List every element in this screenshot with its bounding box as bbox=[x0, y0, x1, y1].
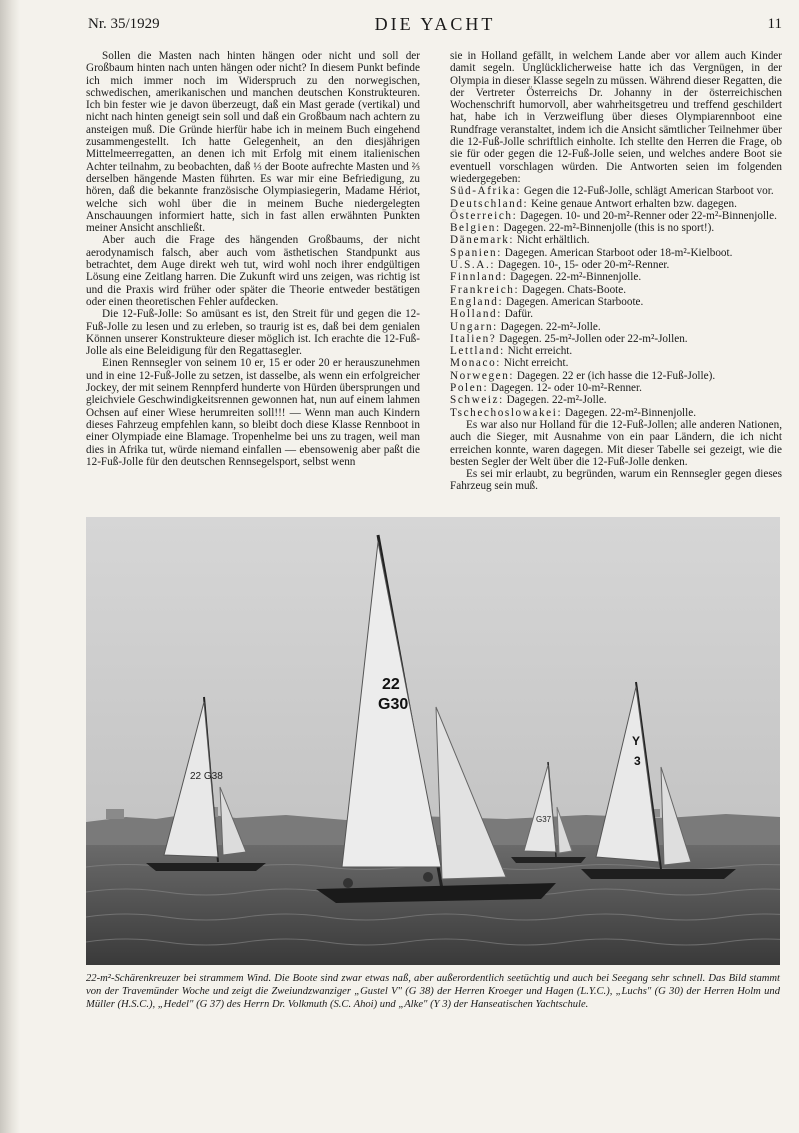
survey-entry bbox=[450, 296, 782, 308]
survey-entry bbox=[450, 222, 782, 234]
survey-answer: Keine genaue Antwort erhalten bzw. dagegen. bbox=[531, 197, 737, 210]
survey-answer: Dagegen. 25-m²-Jollen oder 22-m²-Jollen. bbox=[499, 332, 688, 345]
survey-country: Österreich: bbox=[450, 209, 518, 222]
survey-answer: Dagegen. 22-m²-Binnenjolle. bbox=[564, 406, 697, 419]
magazine-title: DIE YACHT bbox=[374, 14, 496, 34]
survey-entry bbox=[450, 357, 782, 369]
survey-answer: Dagegen. 22-m²-Binnenjolle. bbox=[510, 271, 642, 284]
survey-country: Deutschland: bbox=[450, 197, 529, 210]
survey-entry bbox=[450, 234, 782, 246]
issue-number: Nr. 35/1929 bbox=[88, 16, 160, 32]
survey-country: U.S.A.: bbox=[450, 259, 496, 272]
survey-entry bbox=[450, 382, 782, 394]
survey-answer: Dagegen. 12- oder 10-m²-Renner. bbox=[491, 382, 642, 395]
svg-text:Y: Y bbox=[632, 734, 641, 748]
svg-text:3: 3 bbox=[634, 754, 641, 768]
photo-illustration bbox=[86, 517, 780, 965]
survey-entry bbox=[450, 333, 782, 345]
survey-answer: Dagegen. American Starboot oder 18-m²-Kielboot. bbox=[504, 246, 733, 259]
survey-entry bbox=[450, 370, 782, 382]
survey-entry bbox=[450, 271, 782, 283]
svg-text:G30: G30 bbox=[378, 696, 409, 713]
survey-country: Ungarn: bbox=[450, 320, 498, 333]
survey-country: Frankreich: bbox=[450, 283, 520, 296]
survey-country: Spanien: bbox=[450, 246, 502, 259]
survey-answer: Nicht erhältlich. bbox=[516, 234, 590, 247]
paragraph: Aber auch die Frage des hängenden Großbaums, der nicht aerodynamisch falsch, aber auch vom ästhetischen Standpunkt aus betrachtet, dem Auge direkt weh tut, wird wohl noch ihrer endgültigen Lösung eine Zeitlang harren. Die Zukunft wird uns zeigen, was richtig ist und die Praxis wird früher oder später die Theorie entweder bestätigen oder einen theoretischen Fehler aufdecken. bbox=[86, 234, 420, 308]
left-column bbox=[86, 50, 420, 510]
survey-country: Monaco: bbox=[450, 357, 501, 370]
page-number: 11 bbox=[767, 16, 782, 32]
right-column bbox=[450, 50, 782, 510]
survey-entry bbox=[450, 394, 782, 406]
survey-answer: Nicht erreicht. bbox=[503, 357, 569, 370]
survey-entry bbox=[450, 198, 782, 210]
survey-entry bbox=[450, 210, 782, 222]
survey-country: Süd-Afrika: bbox=[450, 185, 522, 198]
survey-list bbox=[450, 185, 782, 419]
sailing-photo bbox=[86, 517, 780, 965]
survey-answer: Dagegen. Chats-Boote. bbox=[521, 283, 627, 296]
survey-answer: Gegen die 12-Fuß-Jolle, schlägt American Starboot vor. bbox=[523, 185, 774, 198]
survey-answer: Dagegen. 22 er (ich hasse die 12-Fuß-Jolle). bbox=[516, 369, 716, 382]
survey-country: Tschechoslowakei: bbox=[450, 406, 563, 419]
survey-country: Belgien: bbox=[450, 222, 501, 235]
survey-entry bbox=[450, 247, 782, 259]
survey-answer: Dagegen. 22-m²-Binnenjolle (this is no sport!). bbox=[503, 222, 715, 235]
survey-entry bbox=[450, 308, 782, 320]
svg-text:22: 22 bbox=[382, 676, 400, 693]
paragraph: Es sei mir erlaubt, zu begründen, warum ein Rennsegler gegen dieses Fahrzeug sein muß. bbox=[450, 468, 782, 493]
survey-answer: Dagegen. 22-m²-Jolle. bbox=[500, 320, 601, 333]
survey-entry bbox=[450, 259, 782, 271]
paragraph: Sollen die Masten nach hinten hängen oder nicht und soll der Großbaum hinten nach unten hängen oder nicht? In diesem Punkt befinde ich mich immer noch im Widerspruch zu den norwegischen, schwedischen, amerikanischen und manchen deutschen Konstrukteuren. Ich bin fester wie je davon überzeugt, daß ein Mast gerade (vertikal) und nicht nach hinten geneigt sein soll und daß ein Großbaum nach achtern zu ansteigen muß. Die Gründe hierfür habe ich in meinem Buch eingehend zusammengestellt. Ich hatte Gelegenheit, an den diesjährigen Mittelmeerregatten, an denen ich mit Erfolg mit einem italienischen Achter teilnahm, zu beobachten, daß ⅓ der Boote aufrechte Masten und ⅔ derselben hängende Masten führten. Es war mir eine Befriedigung, zu hören, daß die bekannte französische Olympiasiegerin, Madame Hériot, welche sich wohl über die in meinem Buche niedergelegten Anschauungen informiert hatte, sich in fast allen erwähnten Punkten meiner Ansicht anschließt. bbox=[86, 50, 420, 235]
page-header bbox=[88, 14, 782, 36]
survey-country: Norwegen: bbox=[450, 369, 515, 382]
survey-answer: Dafür. bbox=[504, 308, 534, 321]
photo-caption: 22-m²-Schärenkreuzer bei strammem Wind. Die Boote sind zwar etwas naß, aber außerordentlich seetüchtig und auch bei Seegang sehr schnell. Das Bild stammt von der Travemünder Woche und zeigt die Zweiundzwanziger „Gustel V" (G 38) der Herren Kroeger und Hagen (L.Y.C.), „Luchs" (G 30) der Herren Holm und Müller (H.S.C.), „Hedel" (G 37) des Herrn Dr. Volkmuth (S.C. Ahoi) und „Alke" (Y 3) der Hanseatischen Yachtschule. bbox=[86, 973, 780, 1010]
paragraph: Es war also nur Holland für die 12-Fuß-Jollen; alle anderen Nationen, auch die Sieger, mit Ausnahme von ein paar Ländern, die ich nicht erreichen konnte, waren dagegen. Mit dieser Tabelle sei gezeigt, wie die besten Segler der Welt über die 12-Fuß-Jolle denken. bbox=[450, 418, 782, 468]
survey-answer: Dagegen. 10- und 20-m²-Renner oder 22-m²-Binnenjolle. bbox=[520, 209, 777, 222]
paragraph: sie in Holland gefällt, in welchem Lande aber vor allem auch Kinder damit segeln. Unglücklicherweise hatte ich das Vergnügen, in der Olympia in dieser Klasse segeln zu müssen. Während dieser Regatten, die der Vertreter Österreichs Dr. Johanny in der österreichischen Wochenschrift humorvoll, aber wahrheitsgetreu und treffend geschildert hat, habe ich in Verzweiflung über dieses Olympiarennboot eine Rundfrage veranstaltet, indem ich die Ansicht sämtlicher Teilnehmer über die 12-Fuß-Jolle schriftlich einholte. Ich stellte den Herren die Frage, ob sie für oder gegen die 12-Fuß-Jolle seien, und welches andere Boot sie eventuell vorschlagen würden. Die Antworten seien im folgenden wiedergegeben: bbox=[450, 50, 782, 185]
survey-answer: Dagegen. American Starboote. bbox=[506, 295, 644, 308]
survey-country: Lettland: bbox=[450, 345, 505, 358]
survey-country: Holland: bbox=[450, 308, 502, 321]
survey-country: Polen: bbox=[450, 382, 489, 395]
paragraph: Die 12-Fuß-Jolle: So amüsant es ist, den Streit für und gegen die 12-Fuß-Jolle zu lesen und zu erleben, so traurig ist es, daß bei dem genialen Können unserer Konstrukteure dieser möglich ist. Ich erachte die 12-Fuß-Jolle als eine Beleidigung für den Regattasegler. bbox=[86, 308, 420, 358]
paragraph: Einen Rennsegler von seinem 10 er, 15 er oder 20 er herauszunehmen und in eine 12-Fuß-Jolle zu setzen, ist dasselbe, als wenn ein erfolgreicher Jockey, der mit seinem Rennpferd hunderte von Hürden übersprungen und gleichviele Geschwindigkeitsrennen gewonnen hat, nun auf einem lahmen Ochsen auf einer Wiese herumreiten soll!!! — Wenn man auch Kindern dieses Fahrzeug empfehlen kann, so bleibt doch diese Klasse Rennboot in einer Olympiade eine Blamage. Tropenhelme bei uns zu tragen, weil man dies in Afrika tut, würde niemand einfallen — ebensowenig aber paßt die 12-Fuß-Jolle für den deutschen Rennsegelsport, selbst wenn bbox=[86, 357, 420, 468]
survey-country: Schweiz: bbox=[450, 394, 504, 407]
svg-text:G37: G37 bbox=[536, 815, 552, 824]
survey-country: England: bbox=[450, 295, 504, 308]
survey-answer: Dagegen. 22-m²-Jolle. bbox=[506, 394, 607, 407]
survey-entry bbox=[450, 321, 782, 333]
sail-number: 22 G38 bbox=[190, 771, 223, 782]
survey-entry bbox=[450, 185, 782, 197]
survey-entry bbox=[450, 407, 782, 419]
survey-country: Italien? bbox=[450, 332, 497, 345]
survey-country: Dänemark: bbox=[450, 234, 515, 247]
binding-edge bbox=[0, 0, 20, 1133]
survey-answer: Dagegen. 10-, 15- oder 20-m²-Renner. bbox=[497, 259, 670, 272]
survey-entry bbox=[450, 345, 782, 357]
survey-entry bbox=[450, 284, 782, 296]
survey-country: Finnland: bbox=[450, 271, 508, 284]
survey-answer: Nicht erreicht. bbox=[507, 345, 573, 358]
